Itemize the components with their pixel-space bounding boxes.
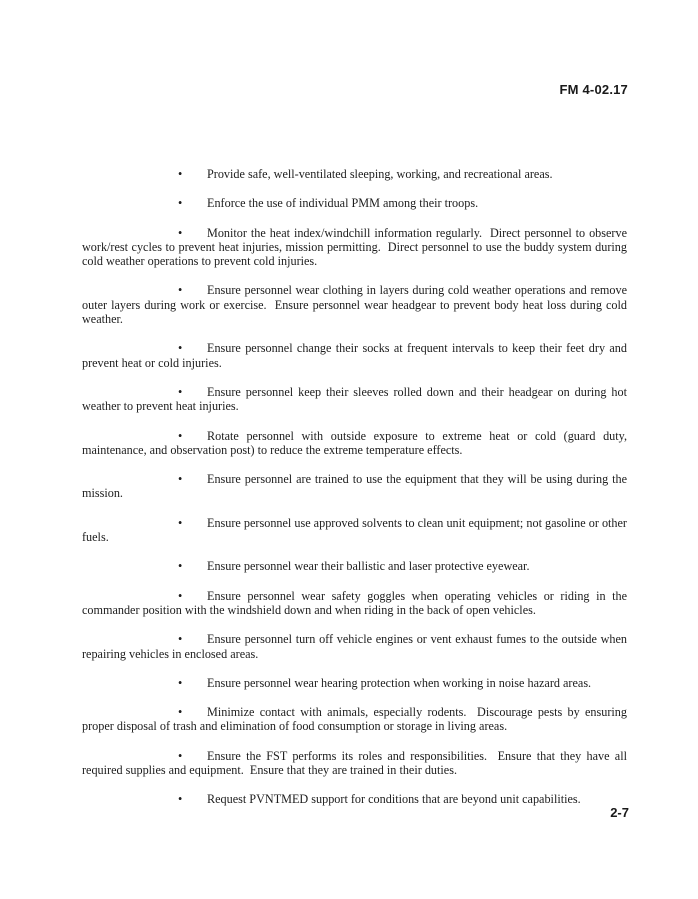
bullet-item: [82, 167, 627, 181]
bullet-item: [82, 196, 627, 210]
bullet-icon: •: [178, 283, 183, 298]
bullet-item-text: Minimize contact with animals, especially rodents. Discourage pests by ensuring proper disposal of trash and elimination of food consumption or storage in living areas.: [82, 705, 631, 734]
bullet-icon: •: [178, 792, 183, 807]
bullet-icon: •: [178, 705, 183, 720]
bullet-item: [82, 384, 631, 414]
bullet-item-text: Ensure personnel wear hearing protection when working in noise hazard areas.: [207, 675, 592, 690]
page-number: 2-7: [610, 805, 629, 820]
bullet-list: [82, 167, 631, 807]
bullet-icon: •: [178, 675, 183, 690]
bullet-item: [82, 705, 631, 734]
bullet-item-text: Ensure personnel change their socks at frequent intervals to keep their feet dry and prevent heat or cold injuries.: [82, 341, 631, 370]
bullet-item: [82, 632, 631, 661]
bullet-item-text: Rotate personnel with outside exposure to extreme heat or cold (guard duty, maintenance, and observation post) to reduce the extreme temperature effects.: [82, 428, 631, 457]
bullet-item: [82, 748, 631, 778]
bullet-item-text: Ensure personnel turn off vehicle engines or vent exhaust fumes to the outside when repairing vehicles in enclosed areas.: [82, 632, 631, 661]
bullet-item: [82, 428, 631, 458]
bullet-item: [82, 472, 631, 501]
bullet-icon: •: [178, 472, 183, 487]
bullet-icon: •: [178, 225, 183, 240]
bullet-icon: •: [178, 748, 183, 763]
bullet-item: [82, 676, 627, 690]
bullet-icon: •: [178, 384, 183, 399]
bullet-item-text: Request PVNTMED support for conditions that are beyond unit capabilities.: [207, 792, 581, 807]
bullet-item: [82, 283, 631, 327]
bullet-icon: •: [178, 559, 183, 574]
bullet-item: [82, 588, 631, 618]
bullet-item-text: Ensure personnel use approved solvents to clean unit equipment; not gasoline or other fuels.: [82, 515, 631, 545]
bullet-icon: •: [178, 588, 183, 603]
bullet-item-text: Provide safe, well-ventilated sleeping, working, and recreational areas.: [207, 167, 553, 181]
bullet-item-text: Ensure personnel wear clothing in layers during cold weather operations and remove outer layers during work or exercise. Ensure personnel wear headgear to prevent body heat loss during cold weather.: [82, 283, 631, 327]
bullet-item-text: Monitor the heat index/windchill information regularly. Direct personnel to observe work/rest cycles to prevent heat injuries, mission permitting. Direct personnel to use the buddy system during cold weather operations to prevent cold injuries.: [82, 225, 631, 269]
bullet-item: [82, 341, 631, 370]
bullet-item: [82, 792, 627, 806]
bullet-item-text: Ensure the FST performs its roles and responsibilities. Ensure that they have all required supplies and equipment. Ensure that they are trained in their duties.: [82, 748, 631, 778]
bullet-item-text: Ensure personnel are trained to use the equipment that they will be using during the mission.: [82, 472, 631, 501]
bullet-icon: •: [178, 632, 183, 647]
bullet-item-text: Ensure personnel keep their sleeves rolled down and their headgear on during hot weather to prevent heat injuries.: [82, 384, 631, 414]
document-id-header: FM 4-02.17: [559, 82, 628, 97]
bullet-item: [82, 559, 627, 573]
bullet-item-text: Ensure personnel wear safety goggles when operating vehicles or riding in the commander position with the windshield down and when riding in the back of open vehicles.: [82, 588, 631, 617]
bullet-item-text: Enforce the use of individual PMM among their troops.: [207, 196, 479, 211]
bullet-icon: •: [178, 428, 183, 443]
bullet-item-text: Ensure personnel wear their ballistic and laser protective eyewear.: [207, 559, 530, 574]
bullet-icon: •: [178, 196, 183, 211]
bullet-item: [82, 515, 631, 545]
bullet-icon: •: [178, 341, 183, 356]
bullet-icon: •: [178, 515, 183, 530]
bullet-item: [82, 225, 631, 269]
bullet-icon: •: [178, 167, 183, 181]
